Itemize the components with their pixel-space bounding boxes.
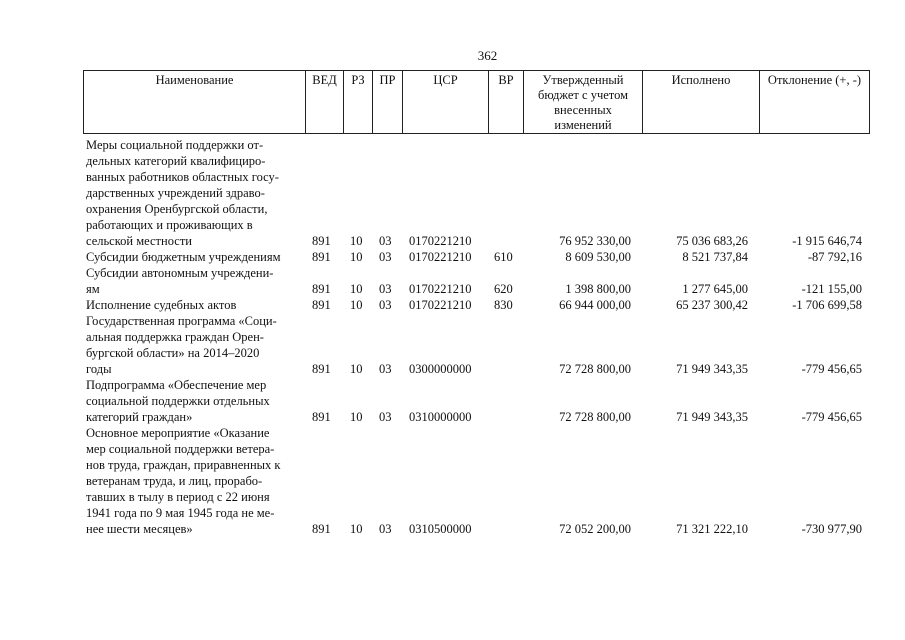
cell-csr: 0310500000	[409, 522, 472, 536]
cell-rz: 10	[350, 298, 363, 312]
cell-budget: 8 609 530,00	[565, 250, 631, 264]
cell-rz: 10	[350, 250, 363, 264]
cell-ved: 891	[312, 250, 331, 264]
cell-budget: 76 952 330,00	[559, 234, 631, 248]
row-name-line: Основное мероприятие «Оказание	[86, 426, 270, 440]
table-row	[0, 313, 905, 377]
cell-deviation: -730 977,90	[801, 522, 862, 536]
cell-vr: 830	[494, 298, 513, 312]
row-name-line: Подпрограмма «Обеспечение мер	[86, 378, 267, 392]
cell-deviation: -779 456,65	[801, 362, 862, 376]
table-row	[0, 249, 905, 265]
row-name-line: ветеранам труда, и лиц, прорабо-	[86, 474, 263, 488]
cell-deviation: -87 792,16	[807, 250, 862, 264]
row-name-line: бургской области» на 2014–2020	[86, 346, 260, 360]
row-name	[86, 249, 306, 265]
cell-done: 8 521 737,84	[682, 250, 748, 264]
header-vr: ВР	[489, 71, 524, 134]
cell-budget: 72 052 200,00	[559, 522, 631, 536]
cell-csr: 0170221210	[409, 282, 472, 296]
row-name-line: Субсидии автономным учреждени-	[86, 266, 274, 280]
cell-done: 1 277 645,00	[682, 282, 748, 296]
row-name	[86, 137, 306, 249]
cell-rz: 10	[350, 282, 363, 296]
row-name-line: нов труда, граждан, приравненных к	[86, 458, 281, 472]
row-name	[86, 297, 306, 313]
cell-rz: 10	[350, 234, 363, 248]
row-name-line: категорий граждан»	[86, 410, 193, 424]
cell-deviation: -1 706 699,58	[792, 298, 862, 312]
table-row	[0, 265, 905, 297]
row-name-line: сельской местности	[86, 234, 192, 248]
table-header	[83, 70, 870, 134]
table-row	[0, 137, 905, 249]
cell-csr: 0310000000	[409, 410, 472, 424]
cell-budget: 72 728 800,00	[559, 410, 631, 424]
cell-done: 71 949 343,35	[676, 362, 748, 376]
row-name	[86, 425, 306, 537]
cell-csr: 0170221210	[409, 250, 472, 264]
row-name-line: охранения Оренбургской области,	[86, 202, 268, 216]
row-name-line: Субсидии бюджетным учреждениям	[86, 250, 281, 264]
table-row	[0, 425, 905, 537]
page-number: 362	[477, 48, 498, 63]
row-name-line: социальной поддержки отдельных	[86, 394, 270, 408]
cell-rz: 10	[350, 522, 363, 536]
row-name-line: годы	[86, 362, 112, 376]
row-name-line: дельных категорий квалифициро-	[86, 154, 266, 168]
cell-pr: 03	[379, 234, 392, 248]
header-budget: Утвержденный бюджет с учетом внесенных изменений	[524, 71, 643, 134]
row-name-line: 1941 года по 9 мая 1945 года не ме-	[86, 506, 275, 520]
header-done: Исполнено	[643, 71, 760, 134]
header-pr: ПР	[373, 71, 403, 134]
header-name: Наименование	[84, 71, 306, 134]
cell-deviation: -779 456,65	[801, 410, 862, 424]
cell-csr: 0170221210	[409, 298, 472, 312]
cell-deviation: -121 155,00	[801, 282, 862, 296]
row-name-line: Государственная программа «Соци-	[86, 314, 277, 328]
row-name-line: альная поддержка граждан Орен-	[86, 330, 264, 344]
row-name-line: мер социальной поддержки ветера-	[86, 442, 275, 456]
row-name	[86, 265, 306, 297]
row-name-line: ям	[86, 282, 100, 296]
cell-pr: 03	[379, 362, 392, 376]
header-ved: ВЕД	[306, 71, 344, 134]
row-name-line: Исполнение судебных актов	[86, 298, 237, 312]
row-name-line: Меры социальной поддержки от-	[86, 138, 264, 152]
cell-ved: 891	[312, 410, 331, 424]
cell-deviation: -1 915 646,74	[792, 234, 862, 248]
cell-pr: 03	[379, 298, 392, 312]
cell-csr: 0170221210	[409, 234, 472, 248]
row-name-line: нее шести месяцев»	[86, 522, 193, 536]
row-name-line: работающих и проживающих в	[86, 218, 253, 232]
cell-budget: 72 728 800,00	[559, 362, 631, 376]
cell-ved: 891	[312, 522, 331, 536]
cell-done: 71 321 222,10	[676, 522, 748, 536]
cell-rz: 10	[350, 362, 363, 376]
cell-ved: 891	[312, 298, 331, 312]
cell-budget: 66 944 000,00	[559, 298, 631, 312]
cell-done: 75 036 683,26	[676, 234, 748, 248]
header-rz: РЗ	[344, 71, 373, 134]
cell-csr: 0300000000	[409, 362, 472, 376]
cell-ved: 891	[312, 362, 331, 376]
cell-done: 65 237 300,42	[676, 298, 748, 312]
cell-pr: 03	[379, 250, 392, 264]
row-name	[86, 377, 306, 425]
cell-vr: 620	[494, 282, 513, 296]
cell-ved: 891	[312, 282, 331, 296]
cell-budget: 1 398 800,00	[565, 282, 631, 296]
table-body	[0, 137, 905, 537]
table-row	[0, 377, 905, 425]
row-name	[86, 313, 306, 377]
cell-vr: 610	[494, 250, 513, 264]
cell-rz: 10	[350, 410, 363, 424]
cell-pr: 03	[379, 282, 392, 296]
table-row	[0, 297, 905, 313]
header-deviation: Отклонение (+, -)	[760, 71, 870, 134]
header-csr: ЦСР	[403, 71, 489, 134]
cell-ved: 891	[312, 234, 331, 248]
cell-pr: 03	[379, 522, 392, 536]
row-name-line: тавших в тылу в период с 22 июня	[86, 490, 270, 504]
cell-done: 71 949 343,35	[676, 410, 748, 424]
row-name-line: ванных работников областных госу-	[86, 170, 279, 184]
cell-pr: 03	[379, 410, 392, 424]
row-name-line: дарственных учреждений здраво-	[86, 186, 265, 200]
